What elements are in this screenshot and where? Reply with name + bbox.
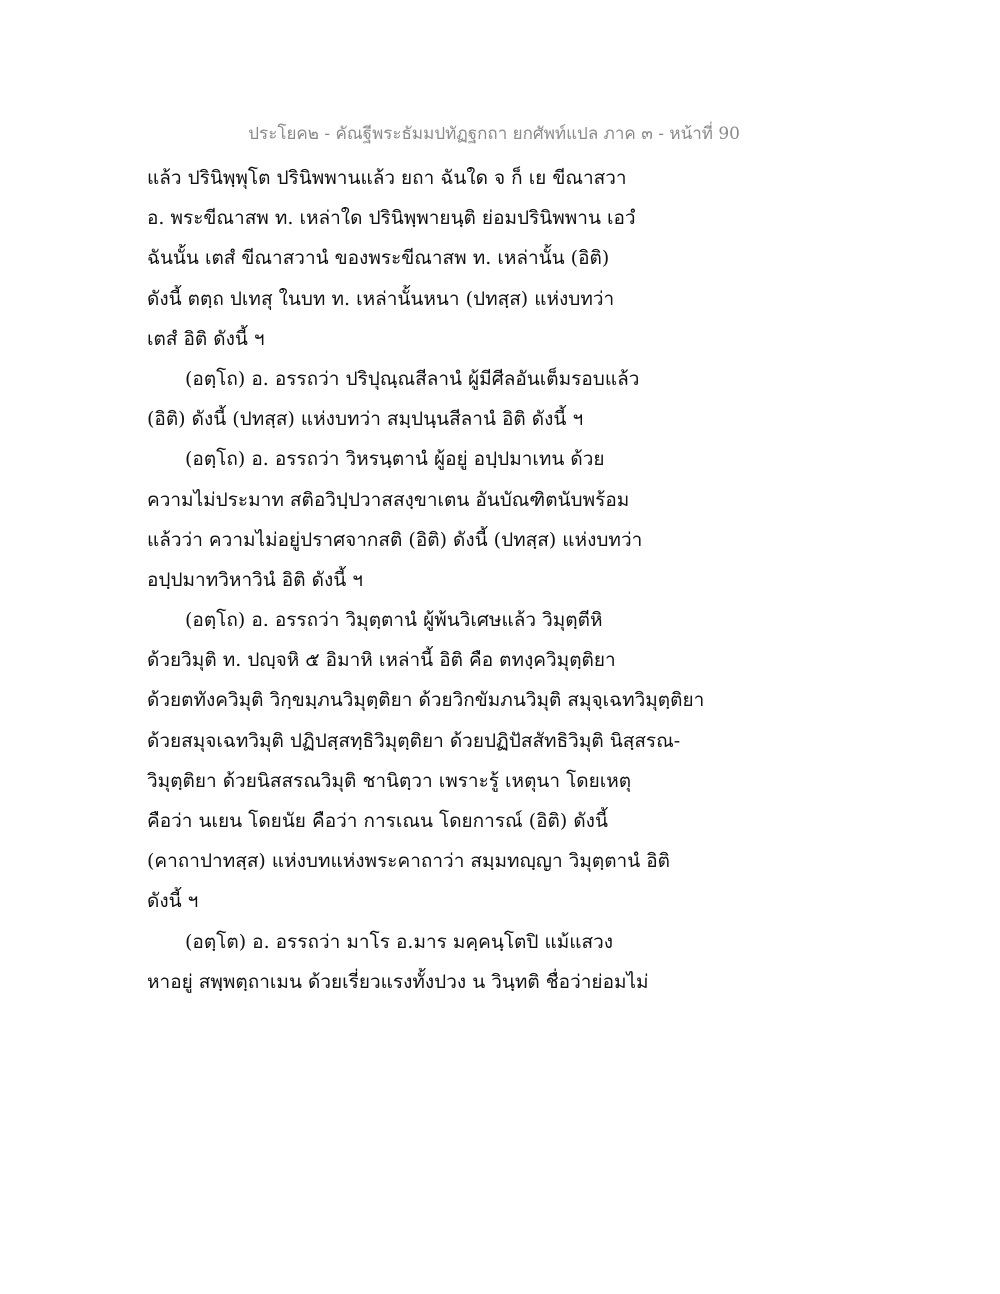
text-line: ความไม่ประมาท สติอวิปฺปวาสสงฺขาเตน อันบัณฑิตนับพร้อม [147,488,630,511]
text-line: (อตฺโต) อ. อรรถว่า มาโร อ.มาร มคฺคนฺโตปิ แม้แสวง [185,930,614,953]
text-line: หาอยู่ สพฺพตฺถาเมน ด้วยเรี่ยวแรงทั้งปวง น วินฺทติ ชื่อว่าย่อมไม่ [147,970,649,993]
text-line: อปฺปมาทวิหาวินํ อิติ ดังนี้ ฯ [147,568,363,591]
text-line: ดังนี้ ตตฺถ ปเทสุ ในบท ท. เหล่านั้นหนา (ปทสฺส) แห่งบทว่า [147,287,615,310]
text-line: คือว่า นเยน โดยนัย คือว่า การเณน โดยการณ์ (อิติ) ดังนี้ [147,810,608,832]
text-line: (อตฺโถ) อ. อรรถว่า วิหรนฺตานํ ผู้อยู่ อปฺปมาเทน ด้วย [185,448,605,471]
text-line: อ. พระขีณาสพ ท. เหล่าใด ปรินิพฺพายนฺติ ย่อมปรินิพพาน เอวํ [147,207,636,230]
body-text [147,158,707,1002]
text-line: ด้วยวิมุติ ท. ปญฺจหิ ๕ อิมาหิ เหล่านี้ อิติ คือ ตทงฺควิมุตฺติยา [147,649,616,672]
text-line: ฉันนั้น เตสํ ขีณาสวานํ ของพระขีณาสพ ท. เหล่านั้น (อิติ) [147,247,610,270]
text-line: ดังนี้ ฯ [147,890,199,913]
text-line: ด้วยตทังควิมุติ วิกฺขมฺภนวิมุตฺติยา ด้วยวิกขัมภนวิมุติ สมุจฺเฉทวิมุตฺติยา [147,689,705,712]
text-line: วิมุตฺติยา ด้วยนิสสรณวิมุติ ชานิตฺวา เพราะรู้ เหตุนา โดยเหตุ [147,769,632,792]
text-line: (อิติ) ดังนี้ (ปทสฺส) แห่งบทว่า สมฺปนฺนสีลานํ อิติ ดังนี้ ฯ [147,408,584,431]
text-line: ด้วยสมุจเฉทวิมุติ ปฏิปสฺสทฺธิวิมุตฺติยา ด้วยปฏิปัสสัทธิวิมุติ นิสฺสรณ- [147,729,681,752]
running-header: ประโยค๒ - คัณฐีพระธัมมปทัฏฐกถา ยกศัพท์แปล ภาค ๓ - หน้าที่ 90 [248,124,740,144]
text-line: แล้วว่า ความไม่อยู่ปราศจากสติ (อิติ) ดังนี้ (ปทสฺส) แห่งบทว่า [147,528,643,551]
text-line: (อตฺโถ) อ. อรรถว่า วิมุตฺตานํ ผู้พ้นวิเศษแล้ว วิมุตฺตีหิ [185,609,603,632]
text-line: (อตฺโถ) อ. อรรถว่า ปริปุณฺณสีลานํ ผู้มีศีลอันเต็มรอบแล้ว [185,367,640,390]
text-line: แล้ว ปรินิพฺพุโต ปรินิพพานแล้ว ยถา ฉันใด จ ก็ เย ขีณาสวา [147,167,627,189]
text-line: เตสํ อิติ ดังนี้ ฯ [147,327,265,350]
text-line: (คาถาปาทสฺส) แห่งบทแห่งพระคาถาว่า สมฺมทญฺญา วิมุตฺตานํ อิติ [147,850,670,873]
